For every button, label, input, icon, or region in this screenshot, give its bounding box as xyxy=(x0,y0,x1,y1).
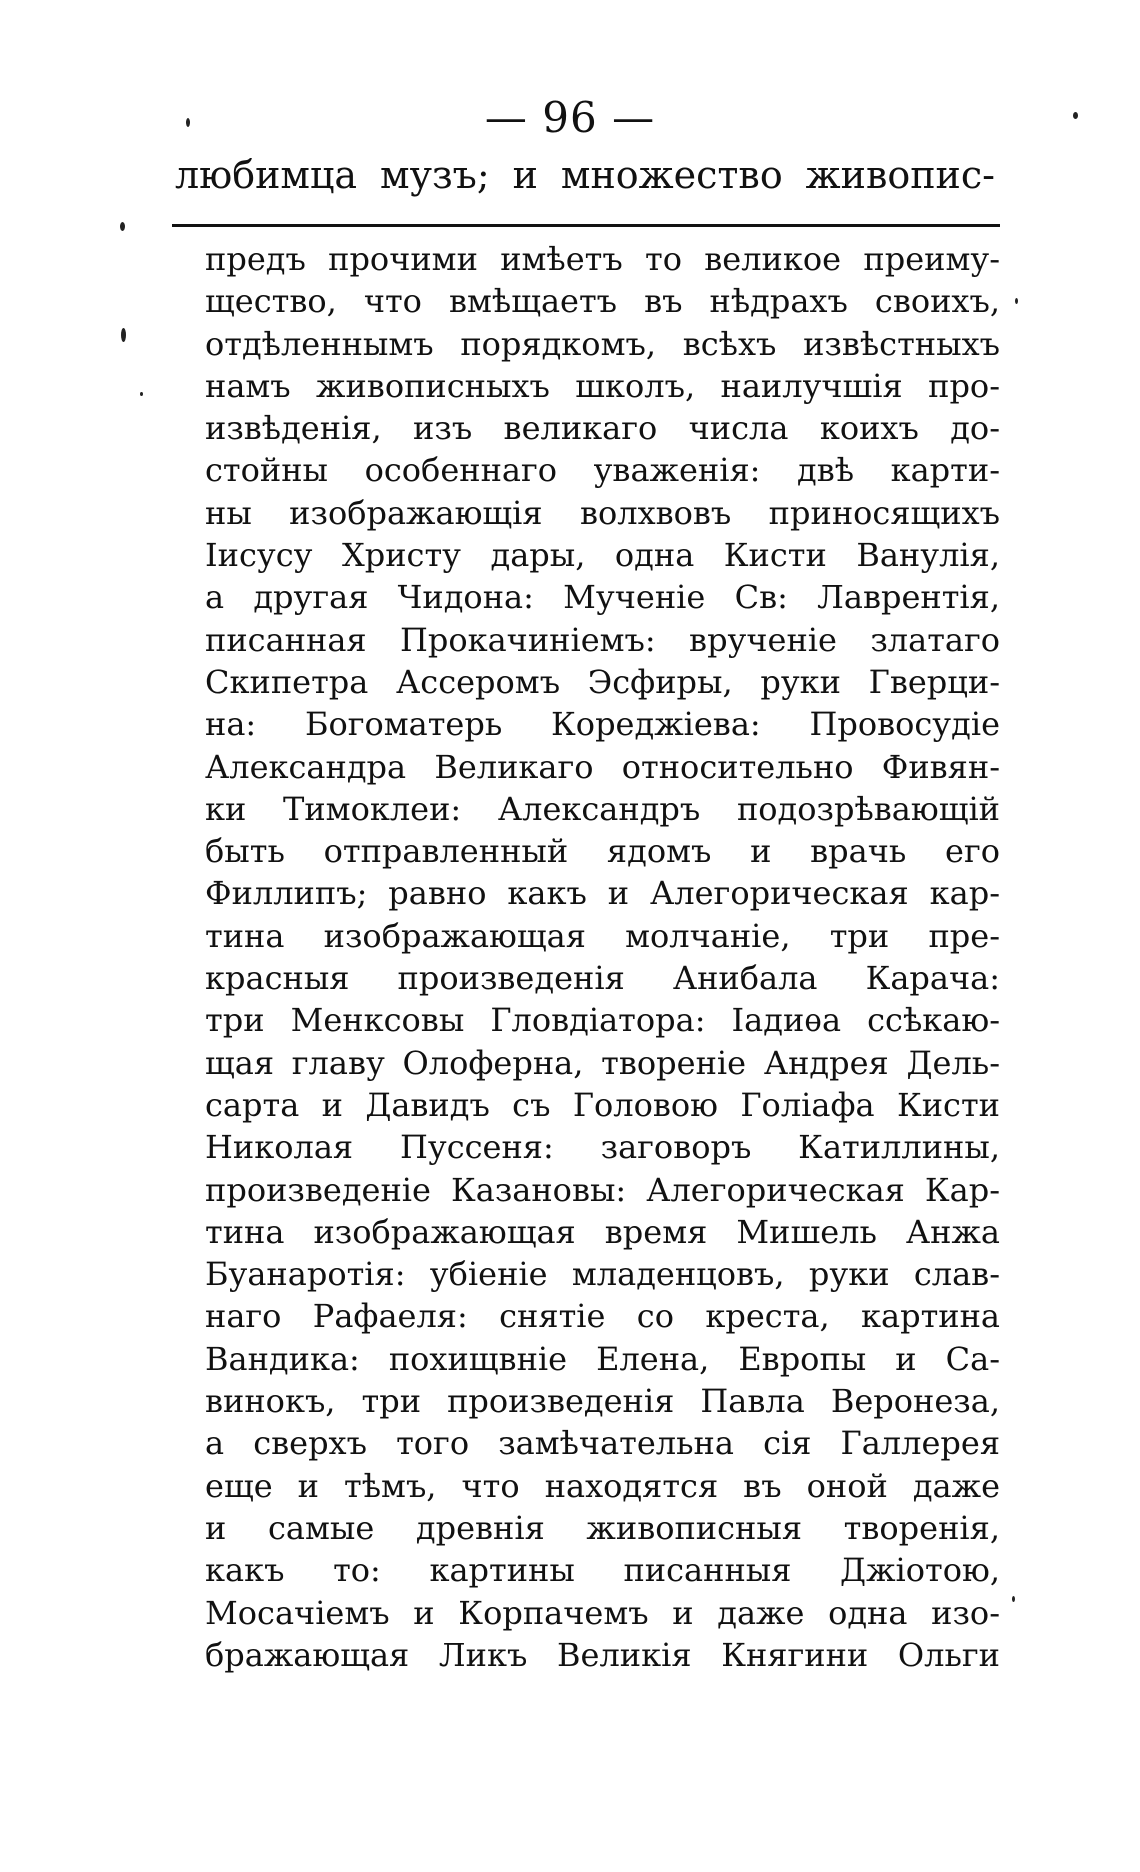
text-line: а другая Чидона: Мученіе Св: Лаврентія, xyxy=(205,578,1000,617)
text-line: стойны особеннаго уваженія: двѣ карти- xyxy=(205,451,1000,490)
text-line: три Менксовы Гловдіатора: Іадиѳа ссѣкаю- xyxy=(205,1001,1000,1040)
text-line: тина изображающая молчаніе, три пре- xyxy=(205,916,1000,955)
text-line: бражающая Ликъ Великія Княгини Ольги xyxy=(205,1635,1000,1674)
text-line: Филлипъ; равно какъ и Алегорическая кар- xyxy=(205,874,1000,913)
scan-speck xyxy=(120,222,125,231)
scan-speck xyxy=(186,118,190,127)
text-line: на: Богоматерь Кореджіева: Провосудіе xyxy=(205,705,1000,744)
text-line: извѣденія, изъ великаго числа коихъ до- xyxy=(205,409,1000,448)
text-line: сарта и Давидъ съ Головою Голіафа Кисти xyxy=(205,1085,1000,1124)
text-line: Вандика: похищвніе Елена, Европы и Са- xyxy=(205,1339,1000,1378)
text-line: быть отправленный ядомъ и врачь его xyxy=(205,832,1000,871)
text-line: предъ прочими имѣетъ то великое преиму- xyxy=(205,240,1000,278)
text-line: наго Рафаеля: снятіе со креста, картина xyxy=(205,1297,1000,1336)
text-line: какъ то: картины писанныя Джіотою, xyxy=(205,1551,1000,1590)
scan-speck xyxy=(1073,112,1078,119)
text-line: намъ живописныхъ школъ, наилучшія про- xyxy=(205,366,1000,405)
scan-speck xyxy=(140,392,143,396)
text-line: ки Тимоклеи: Александръ подозрѣвающій xyxy=(205,789,1000,828)
text-line: Николая Пуссеня: заговоръ Катиллины, xyxy=(205,1128,1000,1167)
horizontal-rule xyxy=(172,224,1000,227)
text-line: Іисусу Христу дары, одна Кисти Ванулія, xyxy=(205,536,1000,575)
body-text xyxy=(205,238,1000,1676)
text-line: винокъ, три произведенія Павла Веронеза, xyxy=(205,1382,1000,1421)
text-line: писанная Прокачиніемъ: врученіе златаго xyxy=(205,620,1000,659)
text-line: ны изображающія волхвовъ приносящихъ xyxy=(205,493,1000,532)
page-number: — 96 — xyxy=(484,93,656,142)
running-text-line: любимца музъ; и множество живопис- xyxy=(175,153,995,197)
text-line: Буанаротія: убіеніе младенцовъ, руки слав- xyxy=(205,1255,1000,1294)
text-line: Мосачіемъ и Корпачемъ и даже одна изо- xyxy=(205,1593,1000,1632)
scan-speck xyxy=(1012,1596,1015,1602)
text-line: отдѣленнымъ порядкомъ, всѣхъ извѣстныхъ xyxy=(205,324,1000,363)
scan-speck xyxy=(121,328,126,342)
text-line: и самые древнія живописныя творенія, xyxy=(205,1508,1000,1547)
text-line: красныя произведенія Анибала Карача: xyxy=(205,959,1000,998)
text-line: произведеніе Казановы: Алегорическая Кар- xyxy=(205,1170,1000,1209)
text-line: щая главу Олоферна, твореніе Андрея Дель- xyxy=(205,1043,1000,1082)
text-line: еще и тѣмъ, что находятся въ оной даже xyxy=(205,1466,1000,1505)
text-line: а сверхъ того замѣчательна сія Галлерея xyxy=(205,1424,1000,1463)
text-line: Скипетра Ассеромъ Эсфиры, руки Гверци- xyxy=(205,662,1000,701)
text-line: Александра Великаго относительно Фивян- xyxy=(205,747,1000,786)
text-line: тина изображающая время Мишель Анжа xyxy=(205,1212,1000,1251)
text-line: щество, что вмѣщаетъ въ нѣдрахъ своихъ, xyxy=(205,282,1000,321)
scan-speck xyxy=(1015,298,1018,304)
